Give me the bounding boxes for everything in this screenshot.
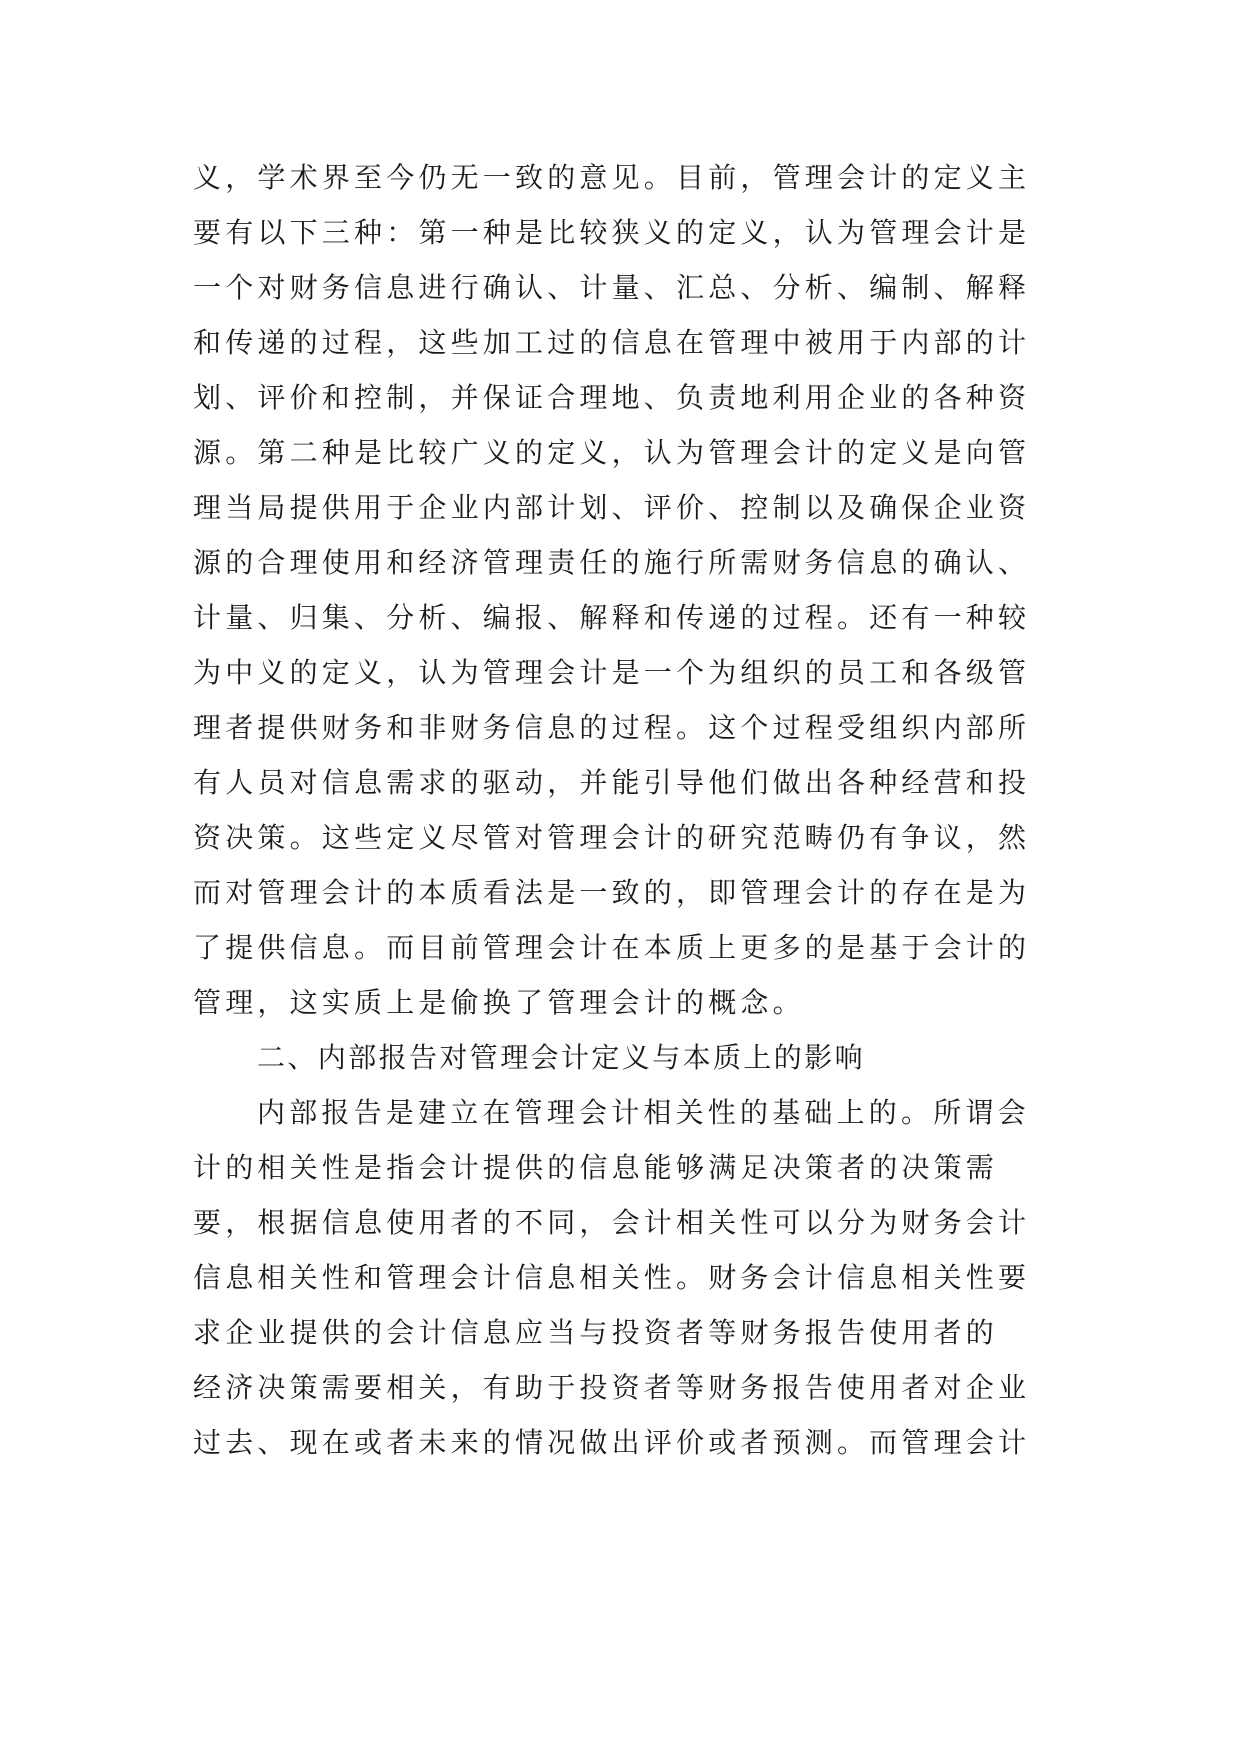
paragraph-line: 为中义的定义，认为管理会计是一个为组织的员工和各级管 [193, 656, 1031, 689]
paragraph-line: 资决策。这些定义尽管对管理会计的研究范畴仍有争议，然 [193, 821, 1031, 854]
paragraph-line: 内部报告是建立在管理会计相关性的基础上的。所谓会 [257, 1096, 1030, 1129]
paragraph-line: 求企业提供的会计信息应当与投资者等财务报告使用者的 [193, 1316, 999, 1349]
paragraph-line: 计的相关性是指会计提供的信息能够满足决策者的决策需 [193, 1151, 999, 1184]
paragraph-line: 源的合理使用和经济管理责任的施行所需财务信息的确认、 [193, 546, 1031, 579]
paragraph-line: 和传递的过程，这些加工过的信息在管理中被用于内部的计 [193, 326, 1031, 359]
paragraph-line: 经济决策需要相关，有助于投资者等财务报告使用者对企业 [193, 1371, 1031, 1404]
paragraph-line: 一个对财务信息进行确认、计量、汇总、分析、编制、解释 [193, 271, 1031, 304]
paragraph-line: 理者提供财务和非财务信息的过程。这个过程受组织内部所 [193, 711, 1031, 744]
paragraph-line: 义，学术界至今仍无一致的意见。目前，管理会计的定义主 [193, 161, 1031, 194]
paragraph-line: 过去、现在或者未来的情况做出评价或者预测。而管理会计 [193, 1426, 1031, 1459]
section-heading: 二、内部报告对管理会计定义与本质上的影响 [257, 1041, 866, 1074]
paragraph-line: 计量、归集、分析、编报、解释和传递的过程。还有一种较 [193, 601, 1031, 634]
paragraph-line: 理当局提供用于企业内部计划、评价、控制以及确保企业资 [193, 491, 1031, 524]
paragraph-line: 信息相关性和管理会计信息相关性。财务会计信息相关性要 [193, 1261, 1031, 1294]
paragraph-line: 要有以下三种：第一种是比较狭义的定义，认为管理会计是 [193, 216, 1031, 249]
paragraph-line: 管理，这实质上是偷换了管理会计的概念。 [193, 986, 805, 1019]
paragraph-line: 划、评价和控制，并保证合理地、负责地利用企业的各种资 [193, 381, 1031, 414]
paragraph-line: 要，根据信息使用者的不同，会计相关性可以分为财务会计 [193, 1206, 1031, 1239]
paragraph-line: 有人员对信息需求的驱动，并能引导他们做出各种经营和投 [193, 766, 1031, 799]
paragraph-line: 而对管理会计的本质看法是一致的，即管理会计的存在是为 [193, 876, 1031, 909]
paragraph-line: 了提供信息。而目前管理会计在本质上更多的是基于会计的 [193, 931, 1031, 964]
paragraph-line: 源。第二种是比较广义的定义，认为管理会计的定义是向管 [193, 436, 1031, 469]
